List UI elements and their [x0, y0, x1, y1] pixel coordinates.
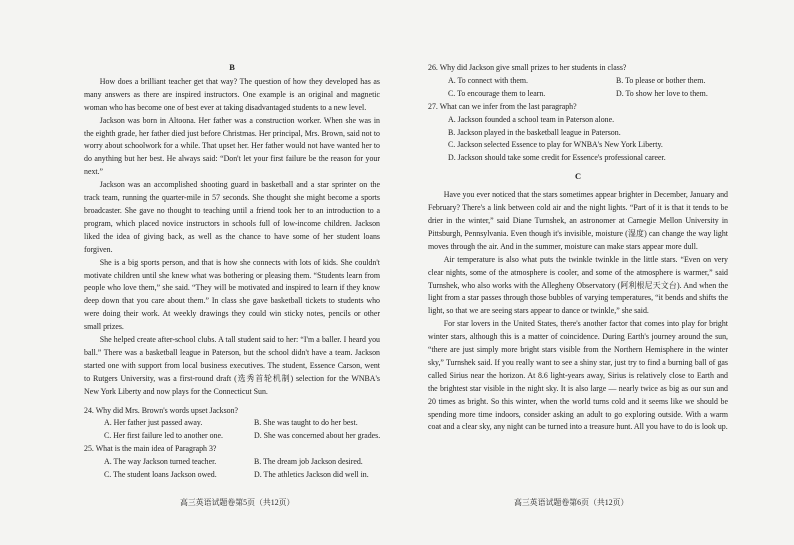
option: C. Jackson selected Essence to play for WNBA's New York Liberty.: [448, 140, 663, 150]
question-24: 24. Why did Mrs. Brown's words upset Jackson?: [84, 405, 239, 415]
paragraph: For star lovers in the United States, there's another factor that comes into play for bright winter stars, although this is a matter of coincidence. During Earth's journey around the sun, “there are just simply more bright stars visible from the Northern Hemisphere in the winter sky,” Turnshek said. If you really want to see a shiny star, just try to find a burning ball of gas called Sirius near the horizon. At 8.6 light-years away, Sirius is relatively close to Earth and the brightest star visible in the night sky. It is also large — nearly twice as big as our sun and 20 times as bright. So this winter, when the world turns cold and it seems like we should be spending more time indoors, consider asking an adult to go exploring outside. With a warm coat and a clear sky, any night can be turned into a treasure hunt. All you have to do is look up.: [428, 319, 728, 432]
paragraph: How does a brilliant teacher get that way? The question of how they developed has as many answers as there are inspired instructors. One example is an original and magnetic woman who has become one of best ever at taking disadvantaged students to a new level.: [84, 76, 380, 112]
paragraph: Jackson was an accomplished shooting guard in basketball and a star sprinter on the track team, running the quarter-mile in 57 seconds. She thought she might become a sports broadcaster. She gave no thought to teaching until a friend took her to an introduction to a program, which placed novice instructors in schools full of low-income children. Jackson liked the idea of giving back, as well as the chance to have some of her student loans forgiven.: [84, 180, 380, 254]
option: D. To show her love to them.: [616, 88, 708, 98]
option: B. To please or bother them.: [616, 75, 706, 85]
option: C. To encourage them to learn.: [448, 88, 546, 98]
option: A. To connect with them.: [448, 75, 528, 85]
option: C. Her first failure led to another one.: [104, 431, 223, 441]
option: B. Jackson played in the basketball league in Paterson.: [448, 127, 621, 137]
question-25: 25. What is the main idea of Paragraph 3?: [84, 444, 217, 454]
option: C. The student loans Jackson owed.: [104, 470, 217, 480]
option: D. She was concerned about her grades.: [254, 431, 381, 441]
paragraph: She helped create after-school clubs. A tall student said to her: “I'm a baller. I heard you ball.” There was a basketball league in Paterson, but the school didn't have a team. Jackson started one with support from local business executives. The student, Essence Carson, went to Rutgers University, was a first-round draft (选秀首轮机制) selection for the WNBA's New York Liberty and now plays for the Connecticut Sun.: [84, 335, 380, 396]
option: B. She was taught to do her best.: [254, 418, 358, 428]
paragraph: Have you ever noticed that the stars sometimes appear brighter in December, January and February? There's a link between cold air and the night lights. “Part of it is that it tends to be drier in the winter,” said Diane Turnshek, an astronomer at Carnegie Mellon University in Pittsburgh, Pennsylvania. Even though it's invisible, moisture (湿度) can change the way light moves through the air. And in the summer, moisture can make stars appear more dull.: [428, 190, 728, 251]
paragraph: Air temperature is also what puts the twinkle twinkle in the little stars. “Even on very clear nights, some of the atmosphere is cooler, and some of the atmosphere is warmer,” said Turnshek, who also works with the Allegheny Observatory (阿利根尼天文台). And when the light from a star passes through those bubbles of varying temperatures, “it bends and shifts the light, so that we are seeing stars appear to dance or twinkle,” she said.: [428, 254, 728, 316]
page-footer-left: 高三英语试题卷第5页（共12页）: [180, 498, 295, 507]
question-27: 27. What can we infer from the last paragraph?: [428, 101, 577, 111]
section-title-c: C: [574, 172, 582, 182]
question-24-options: [84, 417, 380, 443]
right-column: [428, 62, 728, 434]
option: A. The way Jackson turned teacher.: [104, 457, 217, 467]
question-26-options: [428, 75, 728, 101]
option: B. The dream job Jackson desired.: [254, 457, 363, 467]
question-25-options: [84, 456, 380, 482]
question-26: 26. Why did Jackson give small prizes to her students in class?: [428, 63, 627, 72]
paragraph: Jackson was born in Altoona. Her father was a construction worker. When she was in the eighth grade, her father died just before Christmas. Her principal, Mrs. Brown, said not to worry about schoolwork for a while. That upset her. Her father would not have wanted her to do anything but her best. He always said: “Don't let your first failure be the reason for your next.”: [84, 115, 380, 177]
paragraph: She is a big sports person, and that is how she connects with lots of kids. She couldn't motivate children until she knew what was bothering or pleasing them. “Students learn from people who love them,” she said. “They will be motivated and inspired to learn if they know deep down that you care about them.” In class she gave basketball tickets to students who were doing their work. At weekly drawings they could win sticky notes, pencils or other small prizes.: [84, 257, 380, 332]
option: D. The athletics Jackson did well in.: [254, 470, 369, 480]
option: D. Jackson should take some credit for Essence's professional career.: [448, 153, 666, 163]
question-27-options: [428, 114, 728, 166]
option: A. Her father just passed away.: [104, 418, 203, 428]
page-footer-right: 高三英语试题卷第6页（共12页）: [514, 498, 629, 507]
section-title-b: B: [229, 63, 235, 72]
option: A. Jackson founded a school team in Paterson alone.: [448, 114, 615, 124]
left-column: [84, 62, 380, 482]
